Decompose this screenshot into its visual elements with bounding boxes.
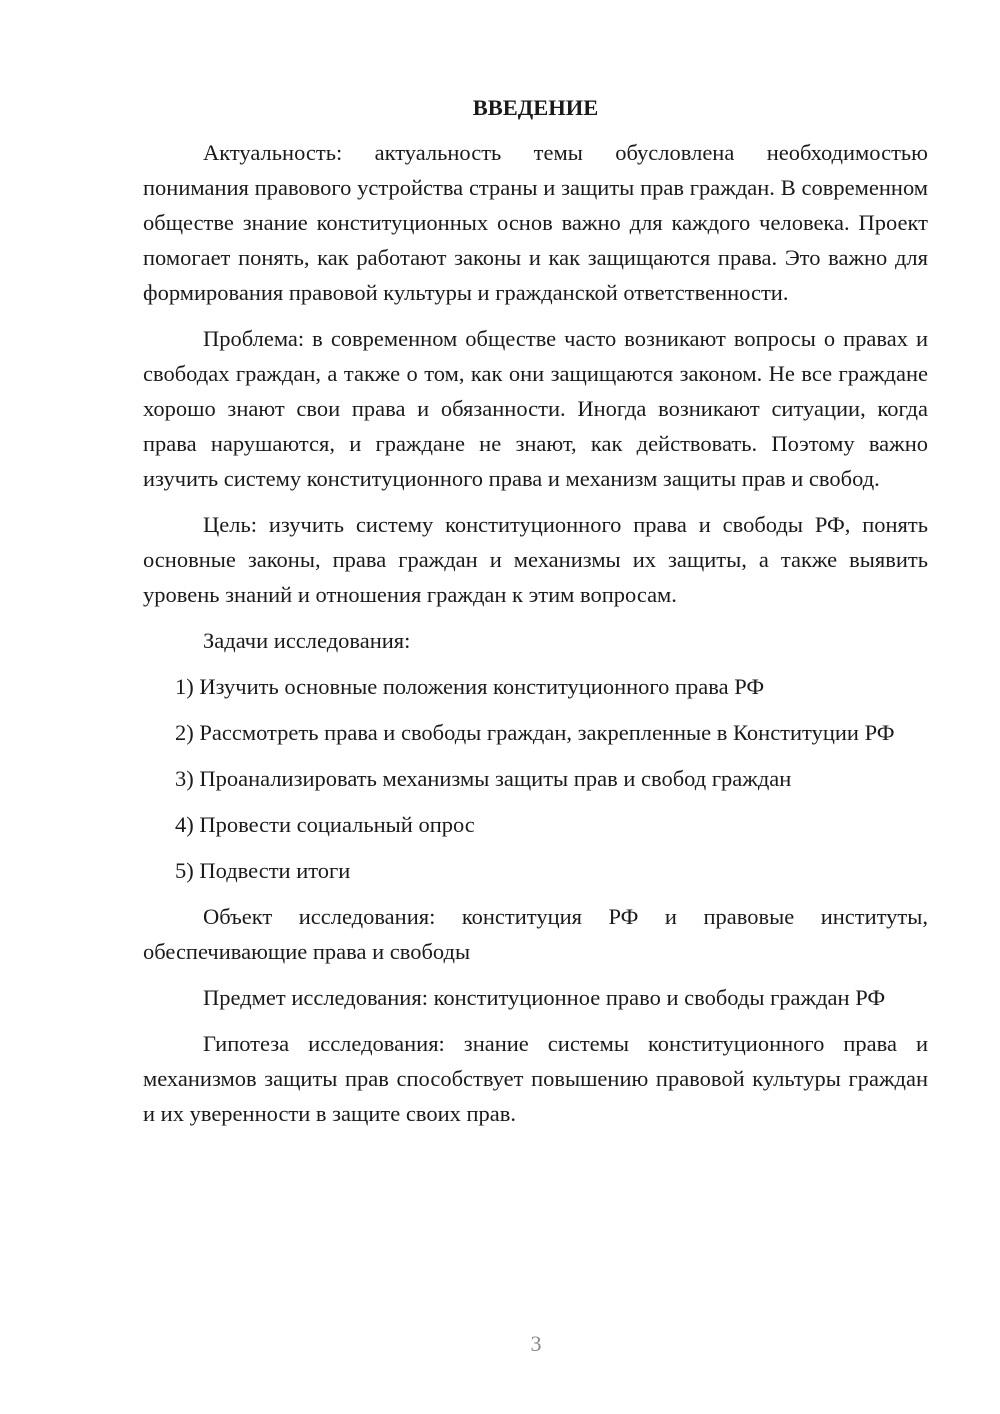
hypothesis-paragraph: Гипотеза исследования: знание системы конституционного права и механизмов защиты прав способствует повышению правовой культуры граждан и их уверенности в защите своих прав. [143, 1031, 928, 1126]
tasks-title: Задачи исследования: [203, 628, 411, 653]
task-item-4: 4) Провести социальный опрос [175, 812, 475, 837]
task-item-5: 5) Подвести итоги [175, 858, 351, 883]
subject-paragraph: Предмет исследования: конституционное право и свободы граждан РФ [203, 985, 886, 1010]
task-item-3: 3) Проанализировать механизмы защиты прав и свобод граждан [175, 766, 792, 791]
goal-paragraph: Цель: изучить систему конституционного права и свободы РФ, понять основные законы, права граждан и механизмы их защиты, а также выявить уровень знаний и отношения граждан к этим вопросам. [143, 512, 928, 607]
task-item-1: 1) Изучить основные положения конституционного права РФ [175, 674, 765, 699]
page-body [143, 90, 928, 1142]
problem-paragraph: Проблема: в современном обществе часто возникают вопросы о правах и свободах граждан, а также о том, как они защищаются законом. Не все граждане хорошо знают свои права и обязанности. Иногда возникают ситуации, когда права нарушаются, и граждане не знают, как действовать. Поэтому важно изучить систему конституционного права и механизм защиты прав и свобод. [143, 326, 928, 491]
page-title: ВВЕДЕНИЕ [472, 95, 599, 120]
page-number: 3 [530, 1331, 542, 1356]
task-item-2: 2) Рассмотреть права и свободы граждан, закрепленные в Конституции РФ [175, 720, 895, 745]
object-paragraph: Объект исследования: конституция РФ и правовые институты, обеспечивающие права и свободы [143, 904, 928, 964]
relevance-paragraph: Актуальность: актуальность темы обусловлена необходимостью понимания правового устройства страны и защиты прав граждан. В современном обществе знание конституционных основ важно для каждого человека. Проект помогает понять, как работают законы и как защищаются права. Это важно для формирования правовой культуры и гражданской ответственности. [143, 140, 928, 305]
